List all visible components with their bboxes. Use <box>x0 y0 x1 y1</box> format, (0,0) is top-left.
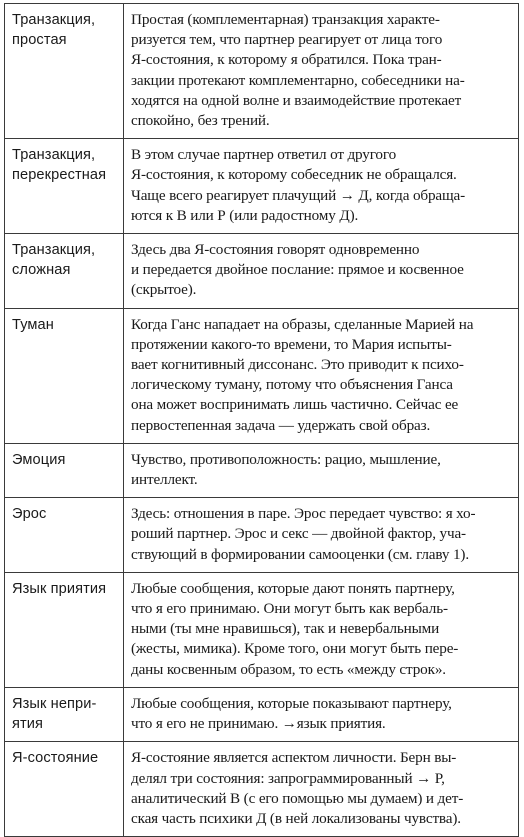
glossary-table <box>4 3 519 837</box>
definition-line: даны косвенным образом, то есть «между строк». <box>131 660 446 678</box>
definition-line: аналитический В (с его помощью мы думаем) и дет- <box>131 789 464 807</box>
definition-line: Здесь: отношения в паре. Эрос передает чувство: я хо- <box>131 505 476 523</box>
term-line: Я-состояние <box>12 750 99 767</box>
term-line: сложная <box>12 262 71 279</box>
glossary-term <box>5 498 124 573</box>
definition-line: ходятся на одной волне и взаимодействие протекает <box>131 91 462 109</box>
term-line: Транзакция, <box>12 12 96 28</box>
definition-line: Когда Ганс нападает на образы, сделанные Марией на <box>131 315 474 333</box>
definition-line: интеллект. <box>131 471 198 489</box>
glossary-definition <box>124 687 519 741</box>
term-line: перекрестная <box>12 167 107 184</box>
definition-line: (скрытое). <box>131 281 197 299</box>
glossary-row <box>5 139 519 234</box>
glossary-row <box>5 498 519 573</box>
definition-line: спокойно, без трений. <box>131 112 270 130</box>
term-line: простая <box>12 32 67 49</box>
definition-line: Здесь два Я-состояния говорят одновременно <box>131 241 420 259</box>
definition-line: В этом случае партнер ответил от другого <box>131 146 397 164</box>
glossary-term <box>5 4 124 139</box>
glossary-term <box>5 742 124 837</box>
glossary-term <box>5 687 124 741</box>
definition-line: ская часть психики Д (в ней локализованы чувства). <box>131 809 461 827</box>
glossary-row <box>5 443 519 497</box>
glossary-definition <box>124 443 519 497</box>
definition-line: Я-состояния, к которому собеседник не обращался. <box>131 166 457 184</box>
glossary-definition <box>124 742 519 837</box>
glossary-row <box>5 308 519 443</box>
definition-line: роший партнер. Эрос и секс — двойной фактор, уча- <box>131 525 466 543</box>
definition-line: Чаще всего реагирует плачущий → Д, когда обраща- <box>131 186 466 204</box>
glossary-term <box>5 139 124 234</box>
term-line: Эмоция <box>12 451 66 468</box>
glossary-row <box>5 742 519 837</box>
glossary-row <box>5 234 519 309</box>
definition-line: Простая (комплементарная) транзакция характе- <box>131 11 440 28</box>
definition-line: она может воспринимать лишь частично. Сейчас ее <box>131 396 459 414</box>
definition-line: Чувство, противоположность: рацио, мышление, <box>131 450 441 468</box>
glossary-body <box>5 4 519 837</box>
definition-line: Я-состояния, к которому я обратился. Пока тран- <box>131 51 442 69</box>
glossary-definition <box>124 139 519 234</box>
definition-line: первостепенная задача — удержать свой образ. <box>131 416 431 434</box>
glossary-term <box>5 572 124 687</box>
glossary-row <box>5 572 519 687</box>
definition-line: Я-состояние является аспектом личности. Берн вы- <box>131 749 457 767</box>
definition-line: что я его не принимаю. →язык приятия. <box>131 715 386 733</box>
term-line: Транзакция, <box>12 242 96 259</box>
definition-line: вает когнитивный диссонанс. Это приводит к психо- <box>131 356 464 374</box>
definition-line: (жесты, мимика). Кроме того, они могут быть пере- <box>131 640 459 658</box>
definition-line: протяжении какого-то времени, то Мария испыты- <box>131 335 452 353</box>
glossary-row <box>5 687 519 741</box>
term-line: Язык приятия <box>12 580 107 597</box>
term-line: Язык непри- <box>12 695 97 712</box>
glossary-term <box>5 234 124 309</box>
glossary-definition <box>124 4 519 139</box>
glossary-term <box>5 308 124 443</box>
definition-line: ризуется тем, что партнер реагирует от лица того <box>131 31 443 49</box>
definition-line: логическому туману, потому что объяснения Ганса <box>131 376 453 394</box>
term-line: Туман <box>12 316 54 333</box>
definition-line: ются к В или Р (или радостному Д). <box>131 206 359 224</box>
glossary-definition <box>124 308 519 443</box>
glossary-definition <box>124 234 519 309</box>
glossary-definition <box>124 572 519 687</box>
definition-line: Любые сообщения, которые дают понять партнеру, <box>131 579 455 597</box>
term-line: ятия <box>12 716 44 733</box>
definition-line: ствующий в формировании самооценки (см. главу 1). <box>131 545 469 563</box>
definition-line: закции протекают комплементарно, собеседники на- <box>131 71 465 89</box>
definition-line: Любые сообщения, которые показывают партнеру, <box>131 694 452 712</box>
definition-line: что я его принимаю. Они могут быть как вербаль- <box>131 600 448 618</box>
glossary-row <box>5 4 519 139</box>
definition-line: ными (ты мне нравишься), так и невербальными <box>131 620 440 638</box>
glossary-definition <box>124 498 519 573</box>
definition-line: делял три состояния: запрограммированный → Р, <box>131 769 445 787</box>
term-line: Транзакция, <box>12 147 96 164</box>
definition-line: и передается двойное послание: прямое и косвенное <box>131 261 464 279</box>
term-line: Эрос <box>12 506 47 523</box>
glossary-term <box>5 443 124 497</box>
